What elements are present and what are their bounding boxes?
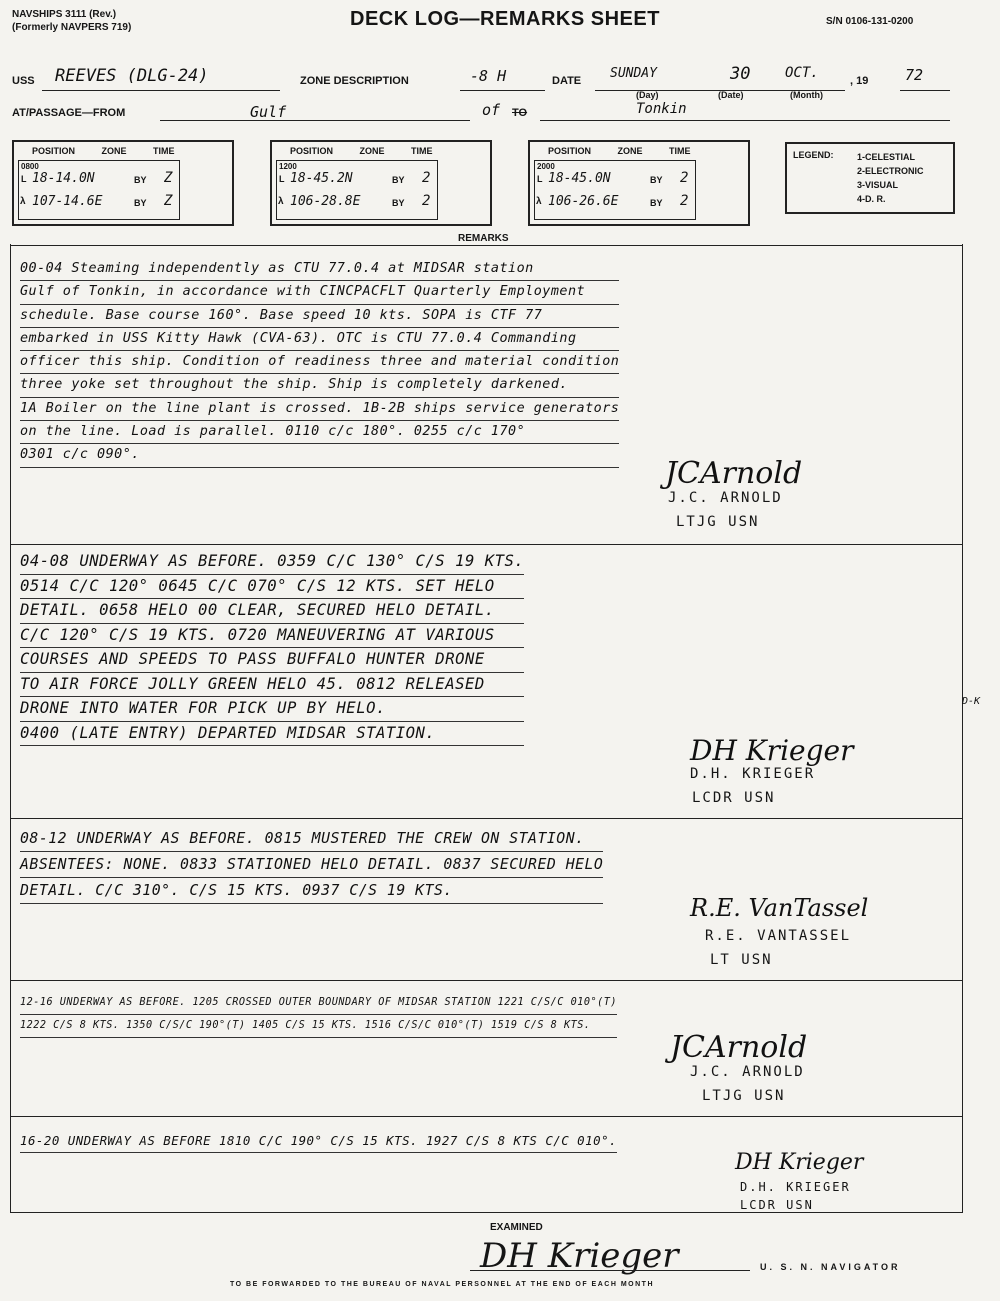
remarks-top-rule: [10, 245, 963, 246]
legend-item: 2-ELECTRONIC: [857, 166, 924, 176]
year-underline: [900, 90, 950, 91]
uss-label: USS: [12, 75, 35, 87]
officer-signature: R.E. VanTassel: [690, 894, 869, 922]
legend-title: LEGEND:: [793, 150, 834, 160]
legend-item: 3-VISUAL: [857, 180, 899, 190]
entry-divider: [10, 544, 963, 545]
from-value: Gulf: [250, 103, 287, 121]
lat-method: 2: [422, 170, 431, 186]
officer-name: J.C. ARNOLD: [690, 1064, 805, 1080]
ship-name: REEVES (DLG-24): [55, 66, 209, 86]
entry-line: TO AIR FORCE JOLLY GREEN HELO 45. 0812 RELEASED: [20, 673, 524, 698]
longitude-mark: λ: [536, 196, 542, 207]
entry-line: 1A Boiler on the line plant is crossed. 1B-2B ships service generators: [20, 398, 619, 421]
log-entry-12-16: [20, 992, 617, 1038]
latitude-value: 18-45.0N: [548, 171, 611, 186]
entry-line: ABSENTEES: NONE. 0833 STATIONED HELO DETAIL. 0837 SECURED HELO: [20, 852, 603, 878]
longitude-value: 107-14.6E: [32, 194, 103, 209]
date-label: DATE: [552, 75, 582, 87]
officer-signature: JCArnold: [665, 456, 803, 491]
position-box-2000: [528, 140, 750, 226]
officer-rank: LT USN: [710, 952, 773, 968]
officer-name: J.C. ARNOLD: [668, 490, 783, 506]
longitude-value: 106-26.6E: [548, 194, 619, 209]
entry-divider: [10, 1116, 963, 1117]
entry-line: 16-20 UNDERWAY AS BEFORE 1810 C/C 190° C/S 15 KTS. 1927 C/S 8 KTS C/C 010°.: [20, 1130, 617, 1153]
officer-rank: LTJG USN: [702, 1088, 786, 1104]
entry-line: 1222 C/S 8 KTS. 1350 C/S/C 190°(T) 1405 C/S 15 KTS. 1516 C/S/C 010°(T) 1519 C/S 8 KTS.: [20, 1015, 617, 1038]
lat-method: Z: [164, 170, 173, 186]
remarks-left-border: [10, 244, 11, 1212]
officer-signature: DH Krieger: [735, 1150, 864, 1175]
longitude-mark: λ: [278, 196, 284, 207]
lon-method: 2: [680, 193, 689, 209]
entry-divider: [10, 818, 963, 819]
month-sublabel: (Month): [790, 90, 823, 100]
position-box-1200: [270, 140, 492, 226]
entry-line: 08-12 UNDERWAY AS BEFORE. 0815 MUSTERED THE CREW ON STATION.: [20, 826, 603, 852]
navigator-signature-line: [470, 1270, 750, 1271]
navigator-label: U. S. N. NAVIGATOR: [760, 1262, 901, 1272]
by-label: BY: [392, 175, 405, 185]
latitude-mark: L: [537, 174, 543, 184]
footer-instruction: TO BE FORWARDED TO THE BUREAU OF NAVAL PERSONNEL AT THE END OF EACH MONTH: [230, 1281, 654, 1288]
form-id: [12, 8, 131, 34]
to-value: Tonkin: [636, 101, 687, 117]
latitude-mark: L: [21, 174, 27, 184]
longitude-value: 106-28.8E: [290, 194, 361, 209]
position-entry-frame: [276, 160, 438, 220]
zone-value: -8 H: [470, 67, 507, 85]
examined-label: EXAMINED: [490, 1222, 543, 1233]
remarks-right-border: [962, 244, 963, 1212]
entry-line: 0400 (LATE ENTRY) DEPARTED MIDSAR STATION.: [20, 722, 524, 747]
officer-signature: JCArnold: [670, 1030, 808, 1065]
position-time: 0800: [21, 162, 39, 171]
position-entry-frame: [18, 160, 180, 220]
day-value: SUNDAY: [610, 66, 657, 81]
entry-line: 0301 c/c 090°.: [20, 444, 619, 467]
officer-name: D.H. KRIEGER: [740, 1180, 851, 1194]
of-value: of: [482, 101, 501, 119]
entry-line: COURSES AND SPEEDS TO PASS BUFFALO HUNTER DRONE: [20, 648, 524, 673]
log-entry-08-12: [20, 826, 603, 904]
to-label: TO: [512, 107, 528, 119]
by-label: BY: [134, 175, 147, 185]
page-title: DECK LOG—REMARKS SHEET: [350, 8, 660, 30]
log-entry-16-20: [20, 1130, 617, 1153]
officer-name: R.E. VANTASSEL: [705, 928, 852, 944]
position-time: 1200: [279, 162, 297, 171]
position-box-header: POSITION ZONE TIME: [548, 146, 691, 156]
zone-label: ZONE DESCRIPTION: [300, 75, 409, 87]
entry-line: embarked in USS Kitty Hawk (CVA-63). OTC is CTU 77.0.4 Commanding: [20, 328, 619, 351]
lat-method: 2: [680, 170, 689, 186]
entry-line: DETAIL. 0658 HELO 00 CLEAR, SECURED HELO DETAIL.: [20, 599, 524, 624]
log-entry-04-08: [20, 550, 524, 746]
entry-line: DRONE INTO WATER FOR PICK UP BY HELO.: [20, 697, 524, 722]
entry-line: DETAIL. C/C 310°. C/S 15 KTS. 0937 C/S 19 KTS.: [20, 878, 603, 904]
entry-line: 00-04 Steaming independently as CTU 77.0.4 at MIDSAR station: [20, 258, 619, 281]
serial-number: S/N 0106-131-0200: [826, 16, 914, 27]
entry-line: schedule. Base course 160°. Base speed 10 kts. SOPA is CTF 77: [20, 305, 619, 328]
by-label: BY: [650, 175, 663, 185]
day-sublabel: (Day): [636, 90, 659, 100]
date-value: 30: [730, 64, 751, 84]
position-box-header: POSITION ZONE TIME: [290, 146, 433, 156]
navigator-signature: DH Krieger: [480, 1236, 679, 1276]
zone-underline: [460, 90, 545, 91]
position-time: 2000: [537, 162, 555, 171]
entry-divider: [10, 980, 963, 981]
remarks-heading: REMARKS: [458, 233, 509, 244]
by-label: BY: [134, 198, 147, 208]
latitude-mark: L: [279, 174, 285, 184]
log-entry-00-04: [20, 258, 619, 468]
officer-rank: LTJG USN: [676, 514, 760, 530]
by-label: BY: [392, 198, 405, 208]
form-number: NAVSHIPS 3111 (Rev.): [12, 9, 117, 20]
lon-method: 2: [422, 193, 431, 209]
entry-line: 0514 C/C 120° 0645 C/C 070° C/S 12 KTS. SET HELO: [20, 575, 524, 600]
year-prefix: , 19: [850, 75, 869, 87]
to-underline: [540, 120, 950, 121]
entry-line: 12-16 UNDERWAY AS BEFORE. 1205 CROSSED OUTER BOUNDARY OF MIDSAR STATION 1221 C/S/C 010°(T): [20, 992, 617, 1015]
entry-line: officer this ship. Condition of readiness three and material condition: [20, 351, 619, 374]
from-underline: [160, 120, 470, 121]
passage-label: AT/PASSAGE—FROM: [12, 107, 126, 119]
legend-item: 4-D. R.: [857, 194, 886, 204]
entry-line: on the line. Load is parallel. 0110 c/c 180°. 0255 c/c 170°: [20, 421, 619, 444]
by-label: BY: [650, 198, 663, 208]
margin-note: D-K: [962, 696, 981, 707]
entry-line: 04-08 UNDERWAY AS BEFORE. 0359 C/C 130° C/S 19 KTS.: [20, 550, 524, 575]
year-value: 72: [905, 66, 924, 84]
entry-line: C/C 120° C/S 19 KTS. 0720 MANEUVERING AT VARIOUS: [20, 624, 524, 649]
officer-rank: LCDR USN: [692, 790, 776, 806]
position-box-0800: [12, 140, 234, 226]
entry-line: three yoke set throughout the ship. Ship is completely darkened.: [20, 374, 619, 397]
form-former: (Formerly NAVPERS 719): [12, 22, 132, 33]
date-sublabel: (Date): [718, 90, 744, 100]
position-entry-frame: [534, 160, 696, 220]
lon-method: Z: [164, 193, 173, 209]
officer-name: D.H. KRIEGER: [690, 766, 816, 782]
position-box-header: POSITION ZONE TIME: [32, 146, 175, 156]
officer-signature: DH Krieger: [690, 734, 854, 767]
remarks-bottom-rule: [10, 1212, 963, 1213]
officer-rank: LCDR USN: [740, 1198, 814, 1212]
uss-underline: [42, 90, 280, 91]
legend-item: 1-CELESTIAL: [857, 152, 916, 162]
longitude-mark: λ: [20, 196, 26, 207]
latitude-value: 18-45.2N: [290, 171, 353, 186]
latitude-value: 18-14.0N: [32, 171, 95, 186]
month-value: OCT.: [785, 65, 819, 81]
legend-box: [785, 142, 955, 214]
entry-line: Gulf of Tonkin, in accordance with CINCPACFLT Quarterly Employment: [20, 281, 619, 304]
